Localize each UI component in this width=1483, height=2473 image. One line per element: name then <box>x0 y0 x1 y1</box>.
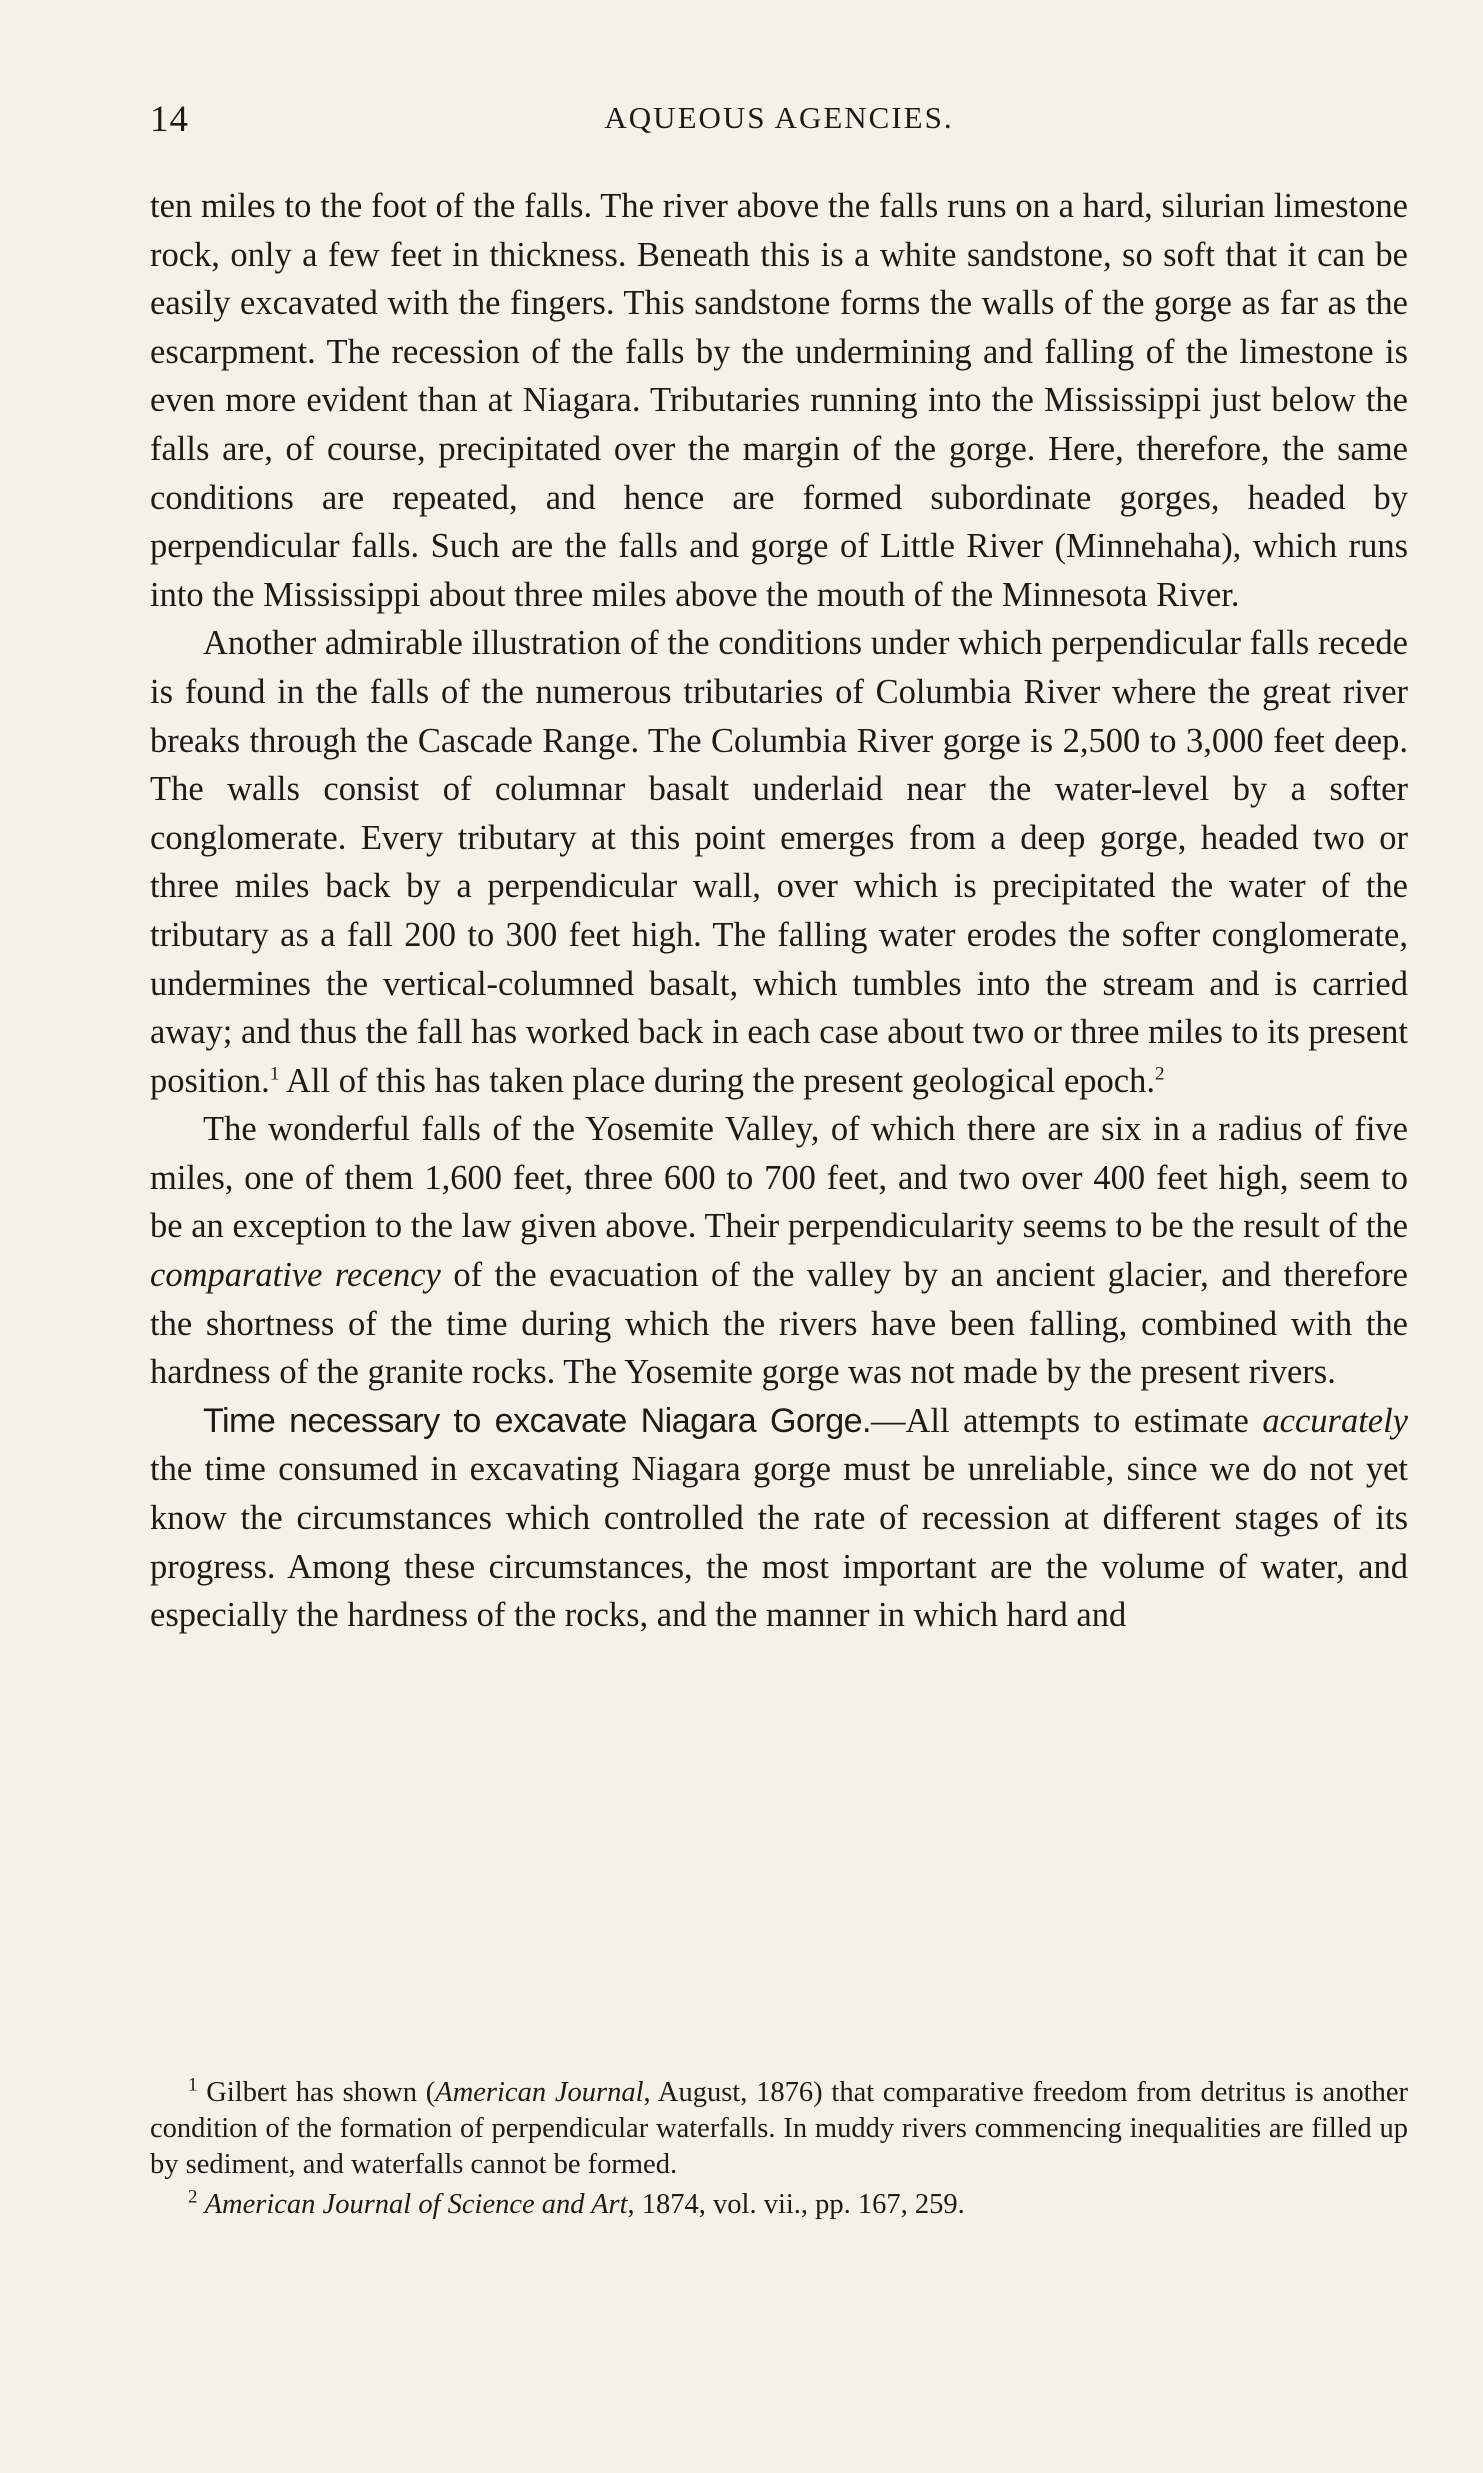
paragraph-3-text-a: The wonderful falls of the Yosemite Valley, of which there are six in a radius of five miles, one of them 1,600 feet, three 600 to 700 feet, and two over 400 feet high, seem to be an exception to the law given above. Their perpendicularity seems to be the result of the <box>150 1110 1408 1246</box>
page-header <box>150 98 1408 146</box>
footnote-2-mark: 2 <box>188 2186 198 2208</box>
footnote-1-italic: American Journal <box>435 2077 644 2108</box>
footnote-ref-1[interactable]: 1 <box>269 1063 280 1085</box>
paragraph-4 <box>150 1397 1408 1640</box>
running-head: AQUEOUS AGENCIES. <box>604 100 954 135</box>
footnote-2-text-b: , 1874, vol. vii., pp. 167, 259. <box>627 2189 965 2220</box>
page-number: 14 <box>150 99 189 140</box>
paragraph-4-italic: accurately <box>1262 1401 1408 1440</box>
paragraph-2-text: Another admirable illustration of the conditions under which perpendicular falls recede is found in the falls of the numerous tributaries of Columbia River where the great river breaks through the Cascade Range. The Columbia River gorge is 2,500 to 3,000 feet deep. The walls consist of columnar basalt underlaid near the water-level by a softer conglomerate. Every tributary at this point emerges from a deep gorge, headed two or three miles back by a perpendicular wall, over which is precipitated the water of the tributary as a fall 200 to 300 feet high. The falling water erodes the softer conglomerate, undermines the vertical-columned basalt, which tumbles into the stream and is carried away; and thus the fall has worked back in each case about two or three miles to its present position. <box>150 624 1408 1100</box>
paragraph-2-mid: All of this has taken place during the present geological epoch. <box>279 1061 1155 1100</box>
body-text <box>150 182 1408 1640</box>
footnote-1-text-a: Gilbert has shown ( <box>197 2077 436 2108</box>
footnotes <box>150 2075 1408 2227</box>
paragraph-1: ten miles to the foot of the falls. The river above the falls runs on a hard, silurian limestone rock, only a few feet in thickness. Beneath this is a white sandstone, so soft that it can be easily excavated with the fingers. This sandstone forms the walls of the gorge as far as the escarpment. The recession of the falls by the undermining and falling of the limestone is even more evident than at Niagara. Tributaries running into the Mississippi just below the falls are, of course, precipitated over the margin of the gorge. Here, therefore, the same conditions are repeated, and hence are formed subordinate gorges, headed by perpendicular falls. Such are the falls and gorge of Little River (Minnehaha), which runs into the Mississippi about three miles above the mouth of the Minnesota River. <box>150 187 1408 614</box>
paragraph-4-text-a: —All attempts to estimate <box>870 1401 1263 1440</box>
footnote-1-mark: 1 <box>188 2074 198 2096</box>
footnote-ref-2[interactable]: 2 <box>1154 1063 1165 1085</box>
paragraph-4-text-b: the time consumed in excavating Niagara gorge must be unreliable, since we do not yet know the circumstances which controlled the rate of recession at different stages of its progress. Among these circumstances, the most important are the volume of water, and especially the hardness of the rocks, and the manner in which hard and <box>150 1450 1408 1635</box>
footnote-1 <box>150 2075 1408 2183</box>
paragraph-2 <box>150 619 1408 1105</box>
footnote-2 <box>150 2187 1408 2223</box>
footnote-1-text-b: , August, 1876) that comparative freedom from detritus is another condition of the formation of perpendicular waterfalls. In muddy rivers commencing inequalities are filled up by sediment, and waterfalls cannot be formed. <box>150 2077 1408 2180</box>
footnote-2-italic: American Journal of Science and Art <box>204 2189 628 2220</box>
paragraph-3 <box>150 1105 1408 1397</box>
paragraph-3-text-b: of the evacuation of the valley by an ancient glacier, and therefore the shortness of the time during which the rivers have been falling, combined with the hardness of the granite rocks. The Yosemite gorge was not made by the present rivers. <box>150 1256 1408 1392</box>
section-sidehead: Time necessary to excavate Niagara Gorge. <box>203 1401 871 1440</box>
paragraph-3-italic: comparative recency <box>150 1256 441 1295</box>
book-page <box>150 0 1408 2473</box>
